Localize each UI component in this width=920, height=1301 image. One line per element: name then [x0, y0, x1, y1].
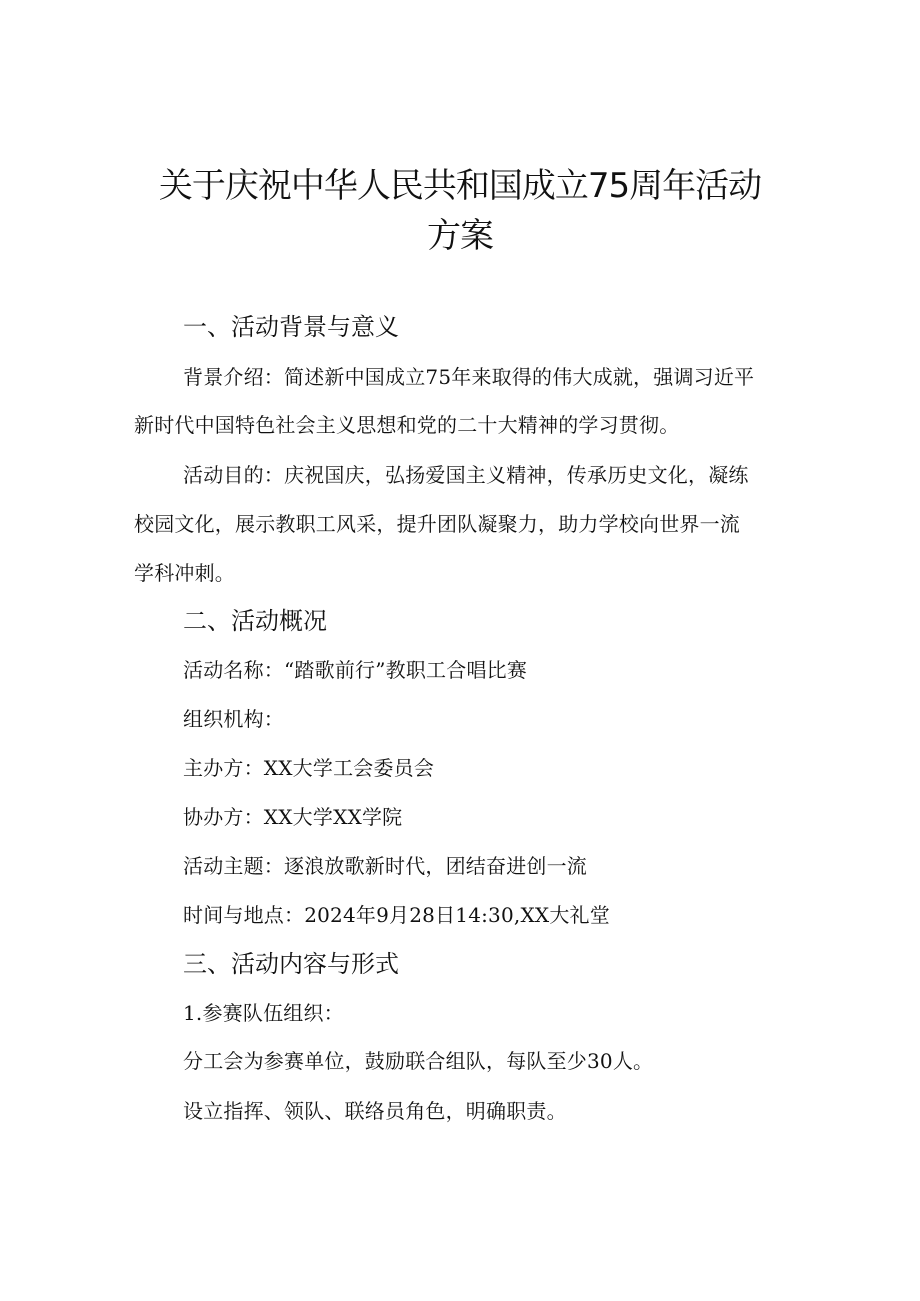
background-paragraph-line1: 背景介绍：简述新中国成立75年来取得的伟大成就，强调习近平: [183, 365, 755, 389]
background-paragraph-line2: 新时代中国特色社会主义思想和党的二十大精神的学习贯彻。: [134, 413, 680, 437]
purpose-paragraph-line1: 活动目的：庆祝国庆，弘扬爱国主义精神，传承历史文化，凝练: [183, 463, 749, 487]
item1-line1: 分工会为参赛单位，鼓励联合组队，每队至少30人。: [183, 1049, 654, 1073]
purpose-paragraph-line3: 学科冲刺。: [134, 561, 235, 585]
document-title-line2: 方案: [427, 216, 493, 256]
activity-name: 活动名称：“踏歌前行”教职工合唱比赛: [183, 658, 528, 682]
section2-heading: 二、活动概况: [183, 607, 327, 635]
co-host: 协办方：XX大学XX学院: [183, 805, 403, 829]
activity-theme: 活动主题：逐浪放歌新时代，团结奋进创一流: [183, 854, 587, 878]
document-title-line1: 关于庆祝中华人民共和国成立75周年活动: [158, 166, 762, 206]
section1-heading: 一、活动背景与意义: [183, 313, 399, 341]
host: 主办方：XX大学工会委员会: [183, 756, 435, 780]
section3-heading: 三、活动内容与形式: [183, 950, 399, 978]
organizer-label: 组织机构：: [183, 707, 284, 731]
time-and-place: 时间与地点：2024年9月28日14:30,XX大礼堂: [183, 903, 610, 927]
item1-line2: 设立指挥、领队、联络员角色，明确职责。: [183, 1099, 567, 1123]
item1-title: 1.参赛队伍组织：: [183, 1001, 344, 1025]
purpose-paragraph-line2: 校园文化，展示教职工风采，提升团队凝聚力，助力学校向世界一流: [134, 512, 740, 536]
